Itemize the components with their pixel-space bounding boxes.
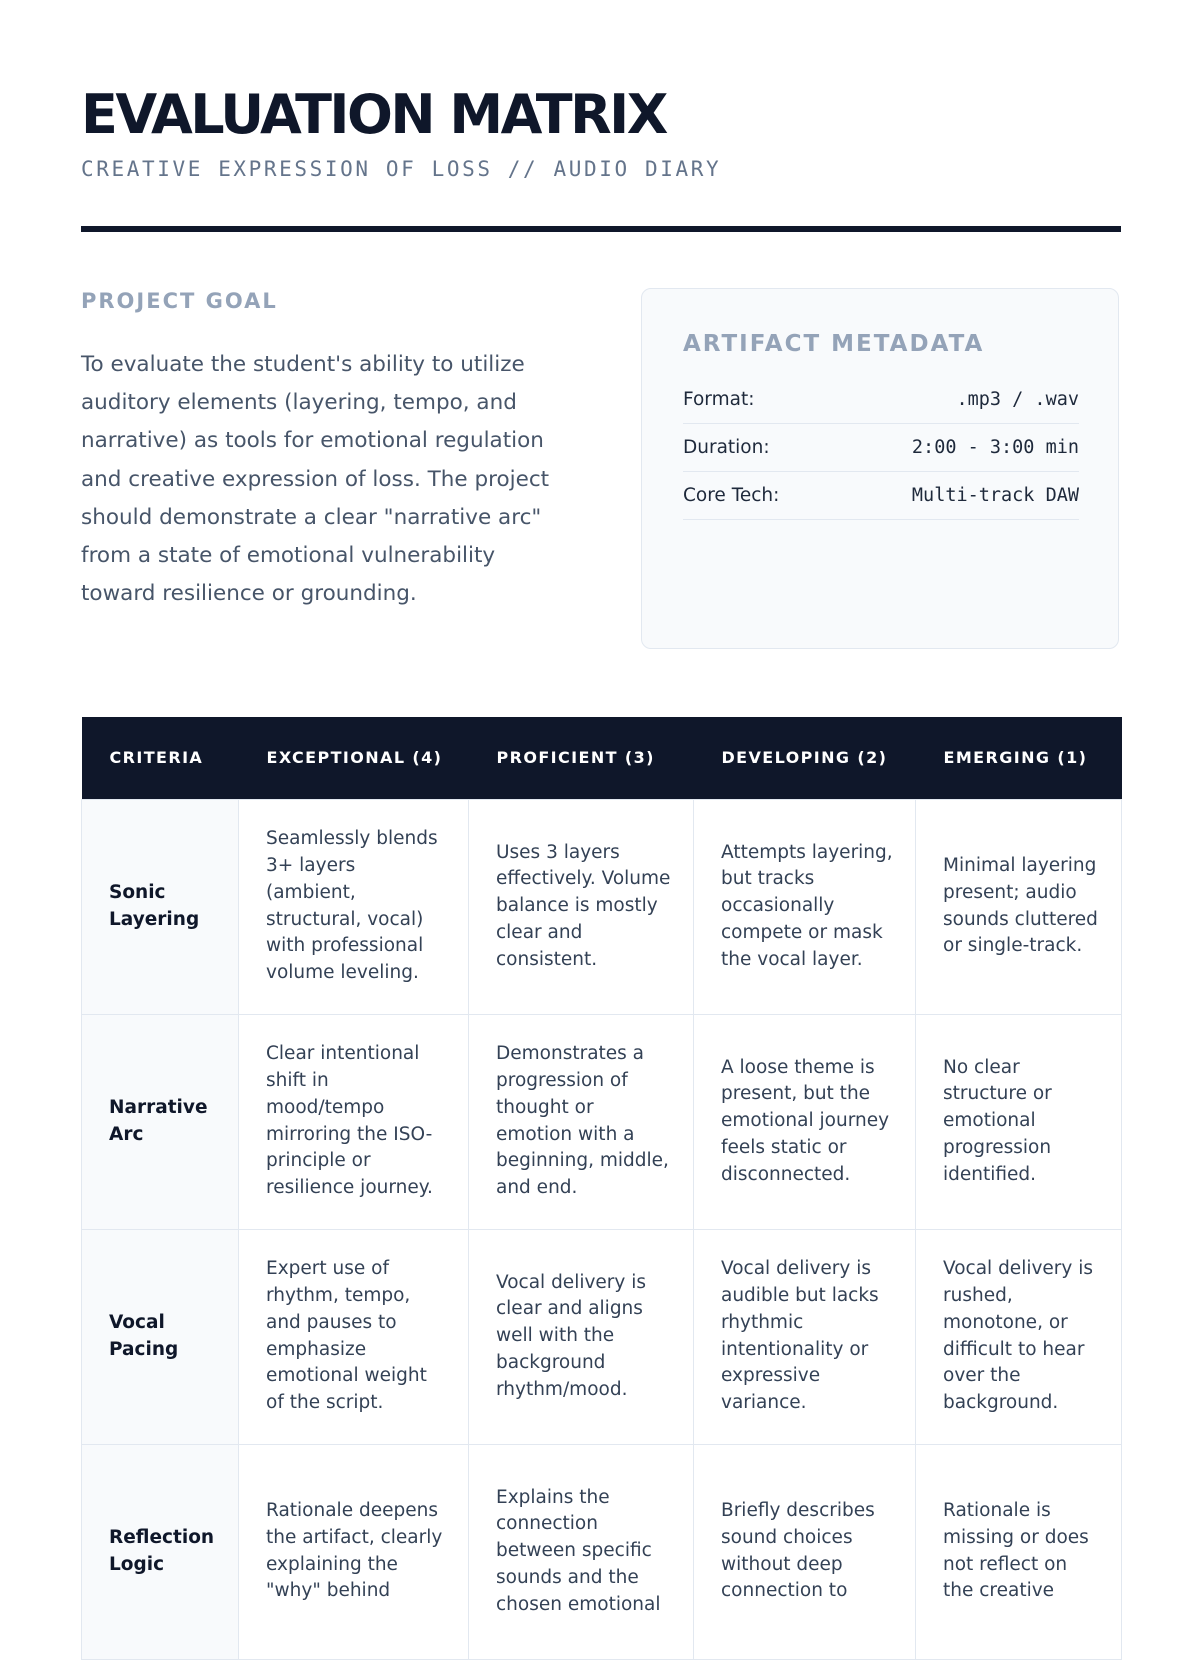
header-divider xyxy=(81,226,1121,232)
column-header-developing: DEVELOPING (2) xyxy=(694,717,916,799)
table-cell: Uses 3 layers effectively. Volume balance is mostly clear and consistent. xyxy=(469,799,694,1014)
criteria-cell: Reflection Logic xyxy=(82,1444,239,1659)
table-cell: Expert use of rhythm, tempo, and pauses to emphasize emotional weight of the script. xyxy=(239,1229,469,1444)
table-row xyxy=(82,1014,1122,1229)
table-cell: Demonstrates a progression of thought or emotion with a beginning, middle, and end. xyxy=(469,1014,694,1229)
metadata-value: 2:00 - 3:00 min xyxy=(911,437,1079,458)
table-cell: Vocal delivery is audible but lacks rhythmic intentionality or expressive variance. xyxy=(694,1229,916,1444)
column-header-proficient: PROFICIENT (3) xyxy=(469,717,694,799)
table-row xyxy=(82,1444,1122,1659)
table-cell: Vocal delivery is clear and aligns well with the background rhythm/mood. xyxy=(469,1229,694,1444)
table-cell: No clear structure or emotional progression identified. xyxy=(916,1014,1122,1229)
artifact-metadata-card xyxy=(641,288,1119,649)
table-row xyxy=(82,1229,1122,1444)
table-cell: Explains the connection between specific sounds and the chosen emotional xyxy=(469,1444,694,1659)
column-header-criteria: CRITERIA xyxy=(82,717,239,799)
table-row xyxy=(82,799,1122,1014)
table-cell: A loose theme is present, but the emotional journey feels static or disconnected. xyxy=(694,1014,916,1229)
metadata-key: Duration: xyxy=(683,437,770,458)
artifact-metadata-title: ARTIFACT METADATA xyxy=(683,331,985,357)
metadata-row-core-tech xyxy=(683,473,1079,520)
criteria-cell: Narrative Arc xyxy=(82,1014,239,1229)
table-cell: Rationale is missing or does not reflect on the creative xyxy=(916,1444,1122,1659)
page-title: EVALUATION MATRIX xyxy=(81,83,666,146)
table-cell: Briefly describes sound choices without deep connection to xyxy=(694,1444,916,1659)
metadata-value: .mp3 / .wav xyxy=(956,389,1079,410)
criteria-cell: Vocal Pacing xyxy=(82,1229,239,1444)
page-subtitle: CREATIVE EXPRESSION OF LOSS // AUDIO DIARY xyxy=(81,157,722,181)
table-cell: Seamlessly blends 3+ layers (ambient, structural, vocal) with professional volume leveling. xyxy=(239,799,469,1014)
table-cell: Rationale deepens the artifact, clearly explaining the "why" behind xyxy=(239,1444,469,1659)
project-goal-label: PROJECT GOAL xyxy=(81,289,278,313)
criteria-cell: Sonic Layering xyxy=(82,799,239,1014)
column-header-emerging: EMERGING (1) xyxy=(916,717,1122,799)
metadata-value: Multi-track DAW xyxy=(911,485,1079,506)
rubric-header-row xyxy=(82,717,1122,799)
column-header-exceptional: EXCEPTIONAL (4) xyxy=(239,717,469,799)
table-cell: Vocal delivery is rushed, monotone, or difficult to hear over the background. xyxy=(916,1229,1122,1444)
rubric-table xyxy=(81,717,1122,1660)
metadata-row-duration xyxy=(683,425,1079,472)
table-cell: Attempts layering, but tracks occasionally compete or mask the vocal layer. xyxy=(694,799,916,1014)
project-goal-text: To evaluate the student's ability to utilize auditory elements (layering, tempo, and narrative) as tools for emotional regulation and creative expression of loss. The project should demonstrate a clear "narrative arc" from a state of emotional vulnerability toward resilience or grounding. xyxy=(81,352,550,607)
table-cell: Minimal layering present; audio sounds cluttered or single-track. xyxy=(916,799,1122,1014)
metadata-key: Format: xyxy=(683,389,755,410)
metadata-key: Core Tech: xyxy=(683,485,780,506)
metadata-row-format xyxy=(683,377,1079,424)
table-cell: Clear intentional shift in mood/tempo mirroring the ISO-principle or resilience journey. xyxy=(239,1014,469,1229)
